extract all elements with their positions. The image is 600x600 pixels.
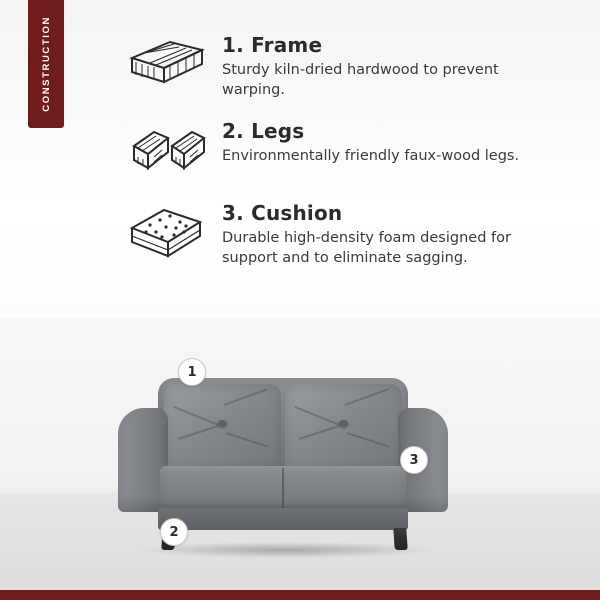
back-cushion-left (164, 384, 281, 470)
product-photo (0, 318, 600, 600)
tuft-button (339, 420, 348, 427)
fabric-crease (224, 388, 268, 405)
feature-title-frame: 1. Frame (222, 33, 323, 57)
wood-legs-icon (118, 120, 214, 182)
feature-title-legs: 2. Legs (222, 119, 305, 144)
feature-text-frame (214, 34, 552, 100)
fabric-crease (345, 388, 389, 405)
fabric-crease (299, 425, 339, 439)
fabric-crease (178, 425, 218, 439)
bottom-accent-bar (0, 590, 600, 600)
fabric-crease (174, 406, 219, 425)
feature-description-cushion: Durable high-density foam designed for support and to eliminate sagging. (222, 230, 511, 266)
sofa-leg-front-right (393, 528, 408, 550)
feature-description-legs: Environmentally friendly faux-wood legs. (222, 148, 520, 165)
callout-badge-2: 2 (160, 518, 188, 546)
feature-text-cushion (214, 202, 562, 268)
foam-cushion-icon (118, 202, 214, 268)
sofa-shadow (136, 542, 436, 558)
fabric-crease (226, 432, 268, 447)
feature-item-cushion (118, 202, 588, 268)
callout-badge-3: 3 (400, 446, 428, 474)
construction-tab-label: CONSTRUCTION (40, 16, 52, 112)
seat-cushion-divider (282, 468, 284, 510)
feature-description-frame: Sturdy kiln-dried hardwood to prevent warping. (222, 62, 499, 98)
callout-badge-1: 1 (178, 358, 206, 386)
sofa-base (158, 508, 408, 530)
construction-tab (28, 0, 64, 128)
fabric-crease (295, 406, 340, 425)
tuft-button (218, 420, 227, 427)
feature-item-frame (118, 34, 588, 100)
feature-item-legs (118, 120, 588, 182)
feature-list (118, 34, 588, 288)
back-cushion-right (285, 384, 402, 470)
feature-title-cushion: 3. Cushion (222, 201, 343, 226)
mattress-frame-icon (118, 34, 214, 96)
feature-text-legs (214, 120, 519, 167)
sofa-backrest (158, 378, 408, 476)
fabric-crease (347, 432, 389, 447)
